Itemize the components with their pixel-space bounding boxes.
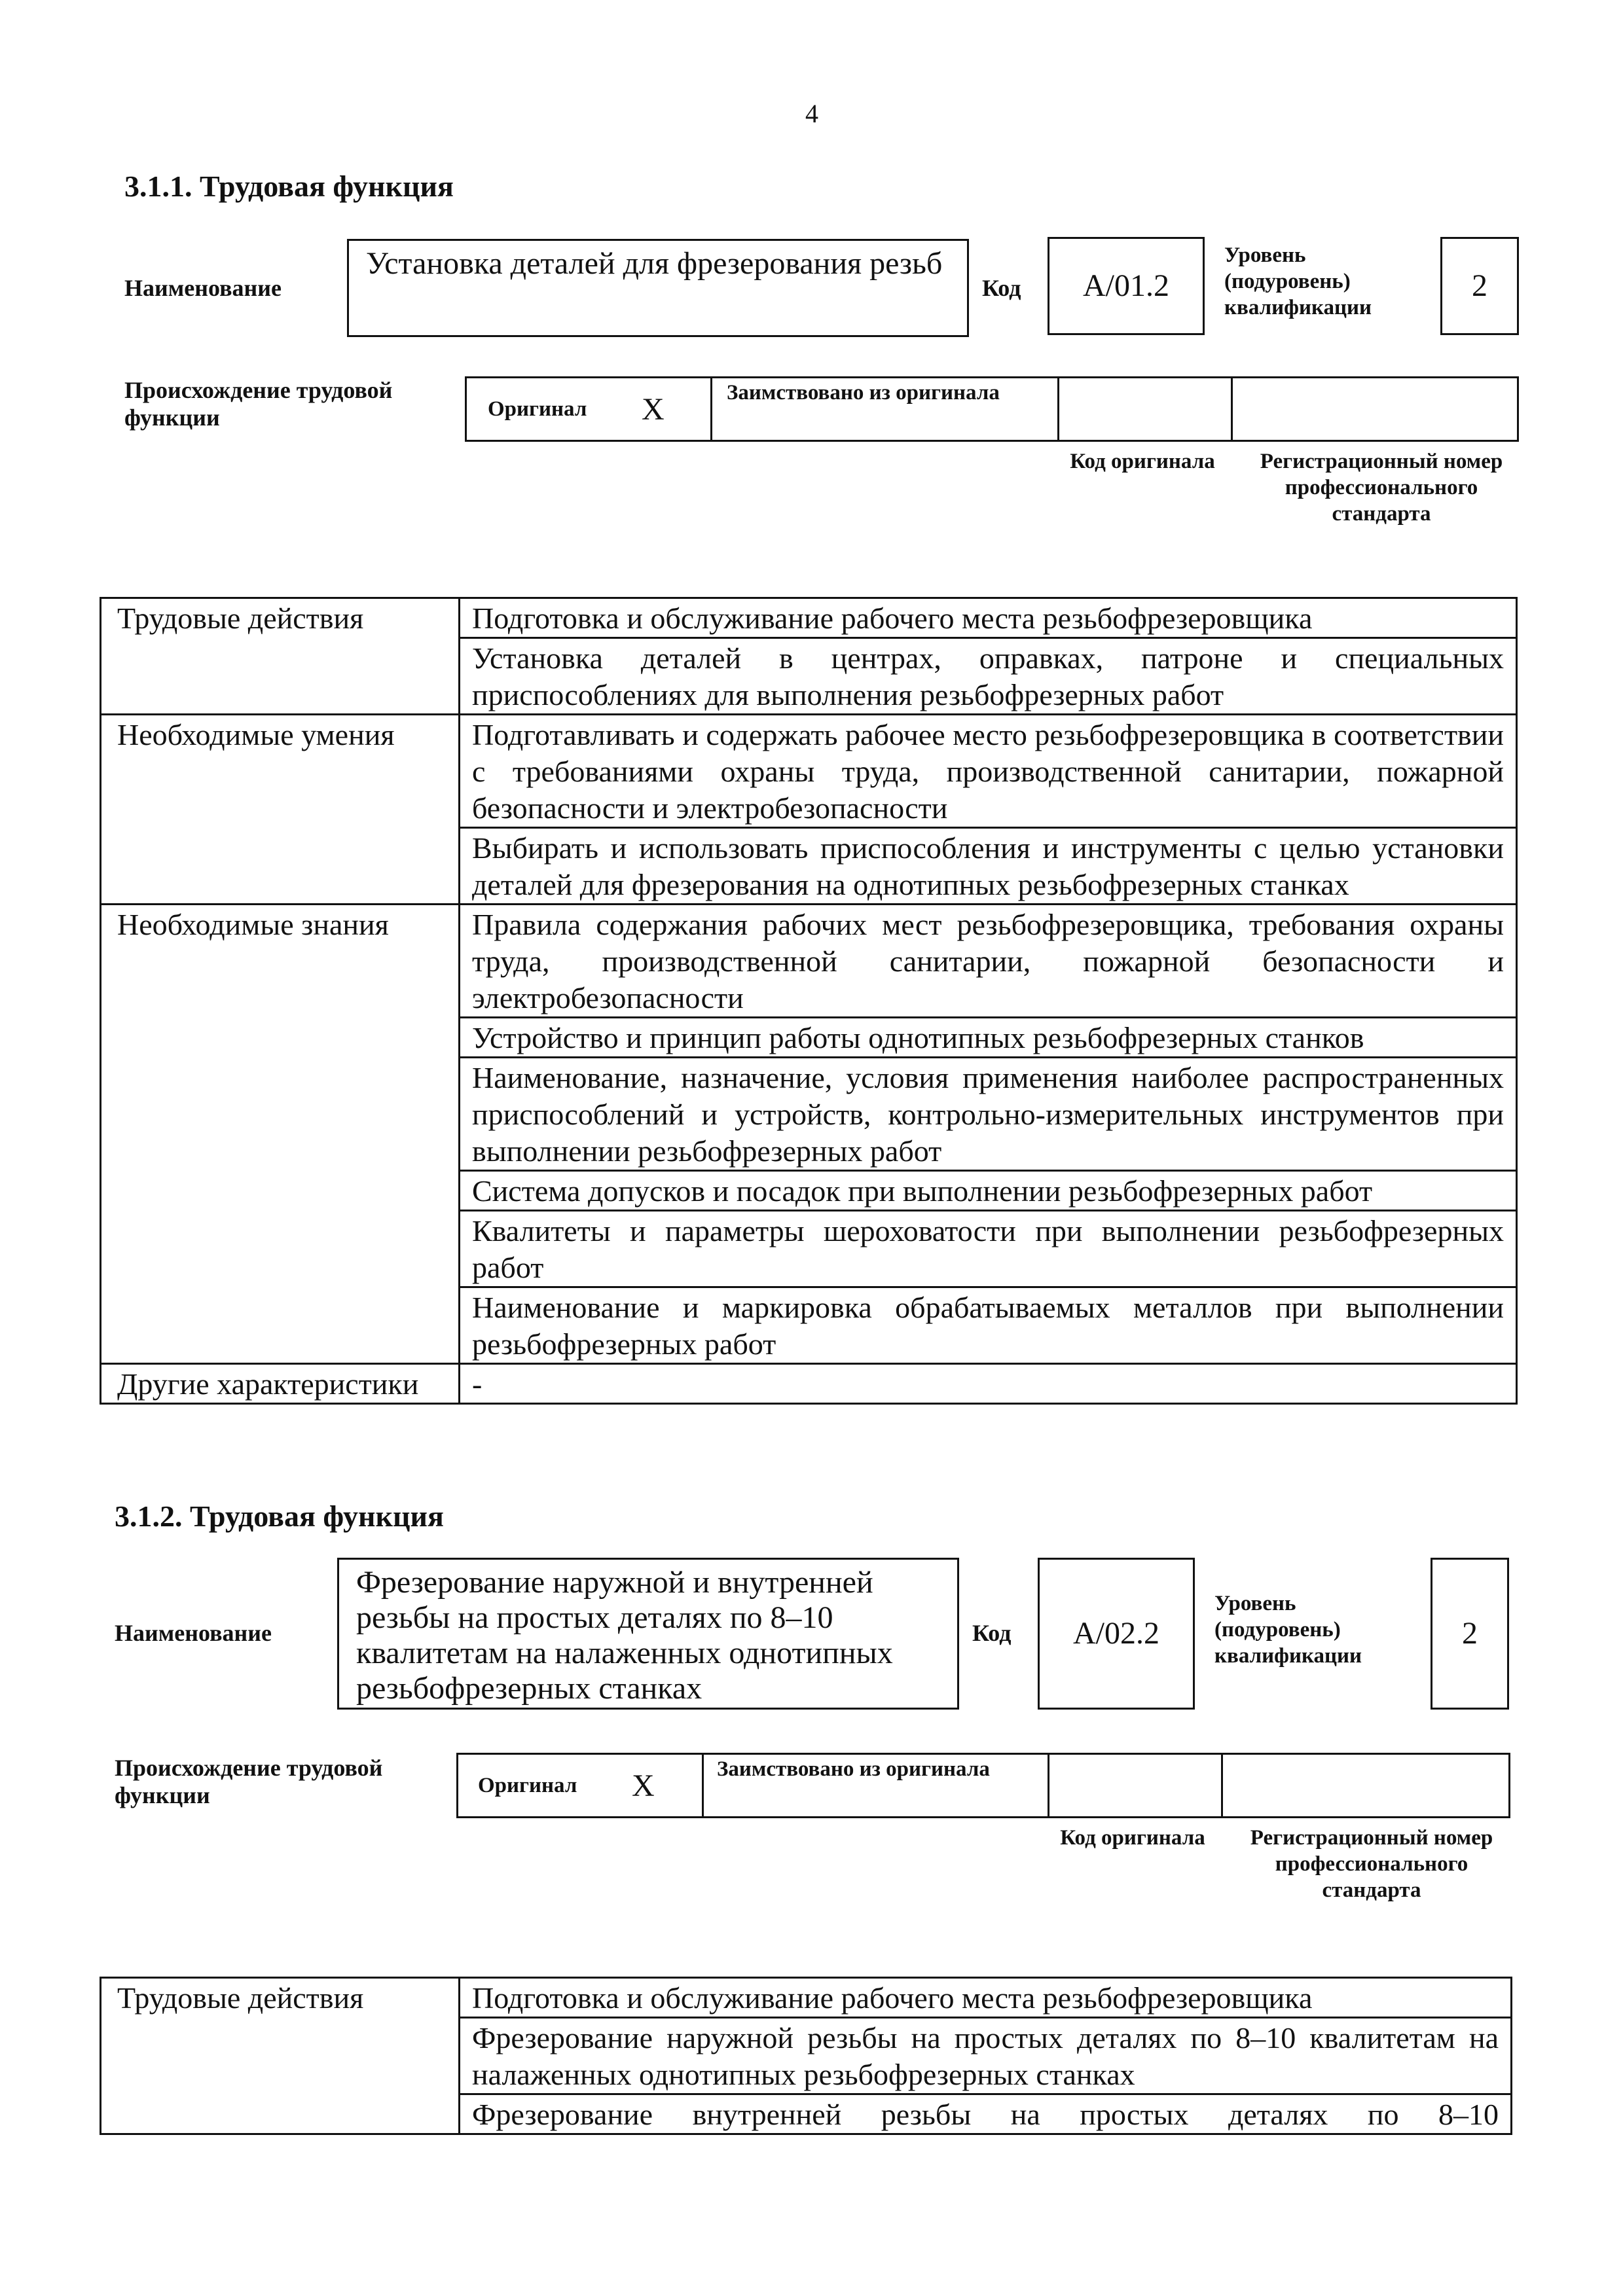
function-name: Установка деталей для фрезерования резьб [366,246,943,281]
table-row [101,1978,1512,2018]
original-label: Оригинал [478,1774,577,1797]
code-original-caption: Код оригинала [1060,1826,1205,1850]
divider [710,376,712,442]
code-value: A/02.2 [1038,1558,1195,1710]
table-cell: Подготовка и обслуживание рабочего места резьбофрезеровщика [460,1978,1512,2018]
table-cell: Наименование и маркировка обрабатываемых металлов при выполнении резьбофрезерных работ [460,1287,1517,1364]
row-label: Необходимые знания [101,905,460,1364]
page-number: 4 [805,99,818,128]
table-cell: Система допусков и посадок при выполнении резьбофрезерных работ [460,1171,1517,1211]
divider [1048,1753,1049,1818]
function-name-box [347,239,969,337]
divider [702,1753,704,1818]
level-label: Уровень (подуровень) квалификации [1214,1592,1362,1668]
table-row [101,715,1517,828]
borrowed-label: Заимствовано из оригинала [717,1757,990,1781]
section-heading: 3.1.2. Трудовая функция [115,1499,444,1533]
table-cell: Устройство и принцип работы однотипных резьбофрезерных станков [460,1018,1517,1058]
table-cell: Установка деталей в центрах, оправках, патроне и специальных приспособлениях для выполнения резьбофрезерных работ [460,638,1517,715]
code-original-caption: Код оригинала [1070,450,1215,473]
table-row [101,598,1517,638]
table-cell: Подготовка и обслуживание рабочего места резьбофрезеровщика [460,598,1517,638]
divider [1221,1753,1223,1818]
table-cell: Подготавливать и содержать рабочее место резьбофрезеровщика в соответствии с требованиями охраны труда, производственной санитарии, пожарной безопасности и электробезопасности [460,715,1517,828]
table-cell: Правила содержания рабочих мест резьбофрезеровщика, требования охраны труда, производственной санитарии, пожарной безопасности и электробезопасности [460,905,1517,1018]
original-mark: X [642,391,665,427]
code-label: Код [982,275,1021,301]
row-label: Необходимые умения [101,715,460,905]
divider [1057,376,1059,442]
row-label: Другие характеристики [101,1364,460,1404]
reg-number-caption: Регистрационный номер профессионального стандарта [1260,450,1503,526]
name-label: Наименование [115,1620,272,1646]
original-label: Оригинал [488,397,587,421]
level-label: Уровень (подуровень) квалификации [1224,243,1372,319]
divider [1231,376,1233,442]
table-cell: Квалитеты и параметры шероховатости при выполнении резьбофрезерных работ [460,1211,1517,1287]
function-name: Фрезерование наружной и внутренней резьбы на простых деталях по 8–10 квалитетам на налаженных однотипных резьбофрезерных станках [356,1565,893,1706]
function-table [100,1977,1512,2135]
table-cell: Выбирать и использовать приспособления и инструменты с целью установки деталей для фрезерования на однотипных резьбофрезерных станках [460,828,1517,905]
code-label: Код [972,1620,1012,1646]
origin-label: Происхождение трудовой функции [124,377,393,431]
table-cell: Фрезерование наружной резьбы на простых деталях по 8–10 квалитетам на налаженных однотипных резьбофрезерных станках [460,2018,1512,2094]
table-row [101,905,1517,1018]
function-name-box [337,1558,959,1710]
origin-label: Происхождение трудовой функции [115,1755,383,1808]
borrowed-label: Заимствовано из оригинала [727,381,1000,404]
row-label: Трудовые действия [101,598,460,715]
code-value: A/01.2 [1048,237,1205,335]
table-cell: Фрезерование внутренней резьбы на простых деталях по 8–10 [460,2094,1512,2134]
level-value: 2 [1431,1558,1509,1710]
name-label: Наименование [124,275,282,301]
original-mark: X [632,1768,655,1803]
table-cell: - [460,1364,1517,1404]
section-heading: 3.1.1. Трудовая функция [124,170,454,203]
table-cell: Наименование, назначение, условия применения наиболее распространенных приспособлений и устройств, контрольно-измерительных инструментов при выполнении резьбофрезерных работ [460,1058,1517,1171]
row-label: Трудовые действия [101,1978,460,2134]
reg-number-caption: Регистрационный номер профессионального стандарта [1250,1826,1493,1902]
function-table [100,597,1518,1405]
level-value: 2 [1440,237,1519,335]
table-row [101,1364,1517,1404]
